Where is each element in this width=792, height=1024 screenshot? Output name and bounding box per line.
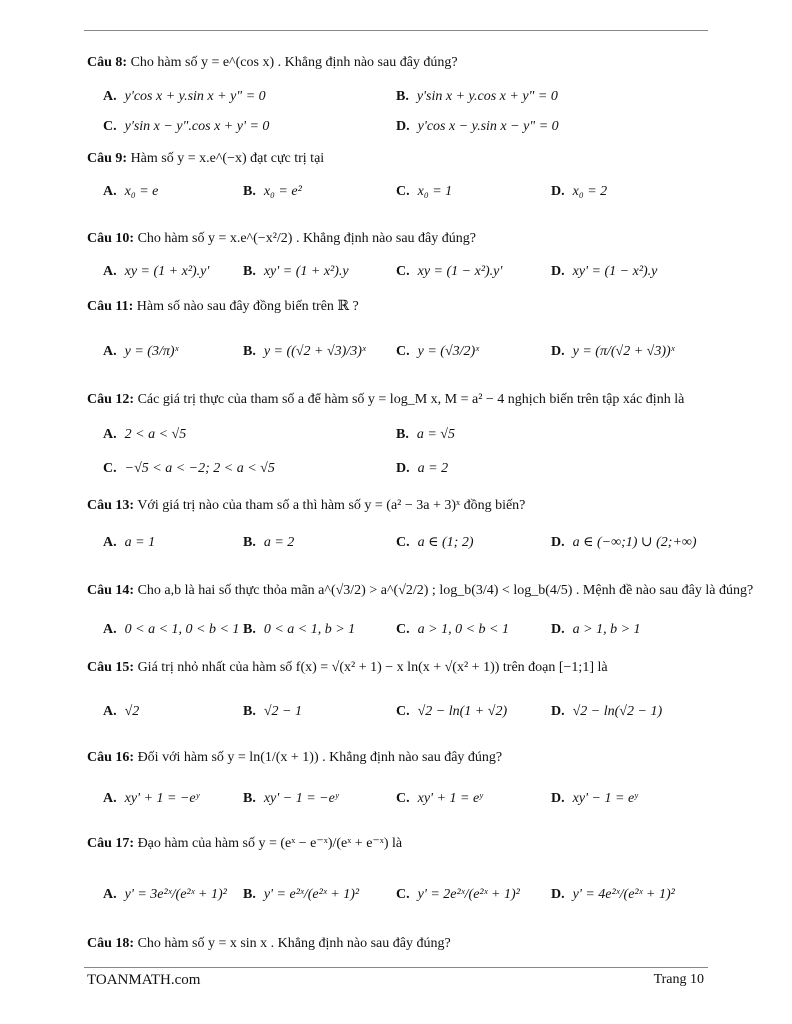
option-b: B. y = ((√2 + √3)/3)ˣ — [243, 344, 366, 359]
option-a: A. xy' + 1 = −eʸ — [103, 791, 200, 806]
question-label: Câu 15: — [87, 660, 135, 675]
question-text: Cho hàm số y = e^(cos x) . Khẳng định nào sau đây đúng? — [130, 55, 458, 70]
option-b: B. 0 < a < 1, b > 1 — [243, 622, 356, 637]
footer-rule — [84, 967, 708, 968]
option-b: B. xy' = (1 + x²).y — [243, 264, 349, 279]
option-d: D. x₀ = 2 — [551, 184, 608, 199]
option-c: C. y'sin x − y".cos x + y' = 0 — [103, 119, 270, 134]
question-text: Hàm số nào sau đây đồng biến trên ℝ ? — [136, 299, 359, 314]
option-a: A. 2 < a < √5 — [103, 427, 187, 442]
option-a: A. 0 < a < 1, 0 < b < 1 — [103, 622, 240, 637]
question-13 — [87, 496, 722, 516]
option-b: B. a = √5 — [396, 427, 455, 442]
option-d: D. a > 1, b > 1 — [551, 622, 641, 637]
option-d: D. √2 − ln(√2 − 1) — [551, 704, 663, 719]
question-10 — [87, 229, 722, 249]
option-b: B. y'sin x + y.cos x + y" = 0 — [396, 89, 558, 104]
question-label: Câu 13: — [87, 498, 135, 513]
option-a: A. a = 1 — [103, 535, 156, 550]
question-12 — [87, 390, 722, 410]
question-label: Câu 14: — [87, 583, 135, 598]
question-16 — [87, 748, 722, 768]
option-d: D. xy' = (1 − x²).y — [551, 264, 658, 279]
question-label: Câu 16: — [87, 750, 135, 765]
footer-page-number: Trang 10 — [653, 972, 704, 987]
question-18 — [87, 934, 722, 954]
question-label: Câu 11: — [87, 299, 134, 314]
option-a: A. x₀ = e — [103, 184, 159, 199]
option-d: D. a = 2 — [396, 461, 449, 476]
option-c: C. xy' + 1 = eʸ — [396, 791, 483, 806]
option-b: B. y' = e²ˣ/(e²ˣ + 1)² — [243, 887, 360, 902]
option-b: B. xy' − 1 = −eʸ — [243, 791, 339, 806]
header-rule — [84, 30, 708, 31]
option-d: D. xy' − 1 = eʸ — [551, 791, 638, 806]
option-c: C. a > 1, 0 < b < 1 — [396, 622, 509, 637]
question-text: Cho hàm số y = x sin x . Khẳng định nào sau đây đúng? — [137, 936, 451, 951]
question-text: Đối với hàm số y = ln(1/(x + 1)) . Khẳng định nào sau đây đúng? — [137, 750, 503, 765]
option-c: C. y = (√3/2)ˣ — [396, 344, 480, 359]
question-text: Các giá trị thực của tham số a để hàm số y = log_M x, M = a² − 4 nghịch biến trên tập xác định là — [137, 392, 685, 407]
question-9 — [87, 149, 722, 169]
option-b: B. x₀ = e² — [243, 184, 302, 199]
option-d: D. y'cos x − y.sin x − y" = 0 — [396, 119, 559, 134]
question-17 — [87, 834, 722, 854]
question-text: Cho a,b là hai số thực thỏa mãn a^(√3/2) > a^(√2/2) ; log_b(3/4) < log_b(4/5) . Mệnh đề nào sau đây là đúng? — [137, 583, 754, 598]
option-b: B. √2 − 1 — [243, 704, 302, 719]
question-label: Câu 8: — [87, 55, 128, 70]
question-label: Câu 18: — [87, 936, 135, 951]
question-11 — [87, 297, 722, 317]
option-c: C. √2 − ln(1 + √2) — [396, 704, 508, 719]
option-d: D. a ∈ (−∞;1) ∪ (2;+∞) — [551, 535, 697, 550]
question-14 — [87, 581, 754, 601]
option-a: A. xy = (1 + x²).y' — [103, 264, 210, 279]
question-label: Câu 10: — [87, 231, 135, 246]
option-c: C. a ∈ (1; 2) — [396, 535, 474, 550]
question-15 — [87, 658, 722, 678]
option-d: D. y' = 4e²ˣ/(e²ˣ + 1)² — [551, 887, 675, 902]
footer-site: TOANMATH.com — [87, 972, 201, 988]
question-label: Câu 12: — [87, 392, 135, 407]
option-a: A. y'cos x + y.sin x + y" = 0 — [103, 89, 266, 104]
option-c: C. −√5 < a < −2; 2 < a < √5 — [103, 461, 275, 476]
question-text: Đạo hàm của hàm số y = (eˣ − e⁻ˣ)/(eˣ + e⁻ˣ) là — [137, 836, 403, 851]
option-c: C. x₀ = 1 — [396, 184, 453, 199]
option-c: C. y' = 2e²ˣ/(e²ˣ + 1)² — [396, 887, 520, 902]
option-c: C. xy = (1 − x²).y' — [396, 264, 503, 279]
question-text: Với giá trị nào của tham số a thì hàm số y = (a² − 3a + 3)ˣ đồng biến? — [137, 498, 526, 513]
question-text: Giá trị nhỏ nhất của hàm số f(x) = √(x² + 1) − x ln(x + √(x² + 1)) trên đoạn [−1;1] là — [137, 660, 608, 675]
option-a: A. √2 — [103, 704, 140, 719]
option-b: B. a = 2 — [243, 535, 295, 550]
question-text: Hàm số y = x.e^(−x) đạt cực trị tại — [130, 151, 325, 166]
question-text: Cho hàm số y = x.e^(−x²/2) . Khẳng định nào sau đây đúng? — [137, 231, 476, 246]
option-a: A. y' = 3e²ˣ/(e²ˣ + 1)² — [103, 887, 227, 902]
option-d: D. y = (π/(√2 + √3))ˣ — [551, 344, 675, 359]
question-label: Câu 17: — [87, 836, 135, 851]
option-a: A. y = (3/π)ˣ — [103, 344, 179, 359]
question-label: Câu 9: — [87, 151, 128, 166]
question-8 — [87, 53, 722, 73]
